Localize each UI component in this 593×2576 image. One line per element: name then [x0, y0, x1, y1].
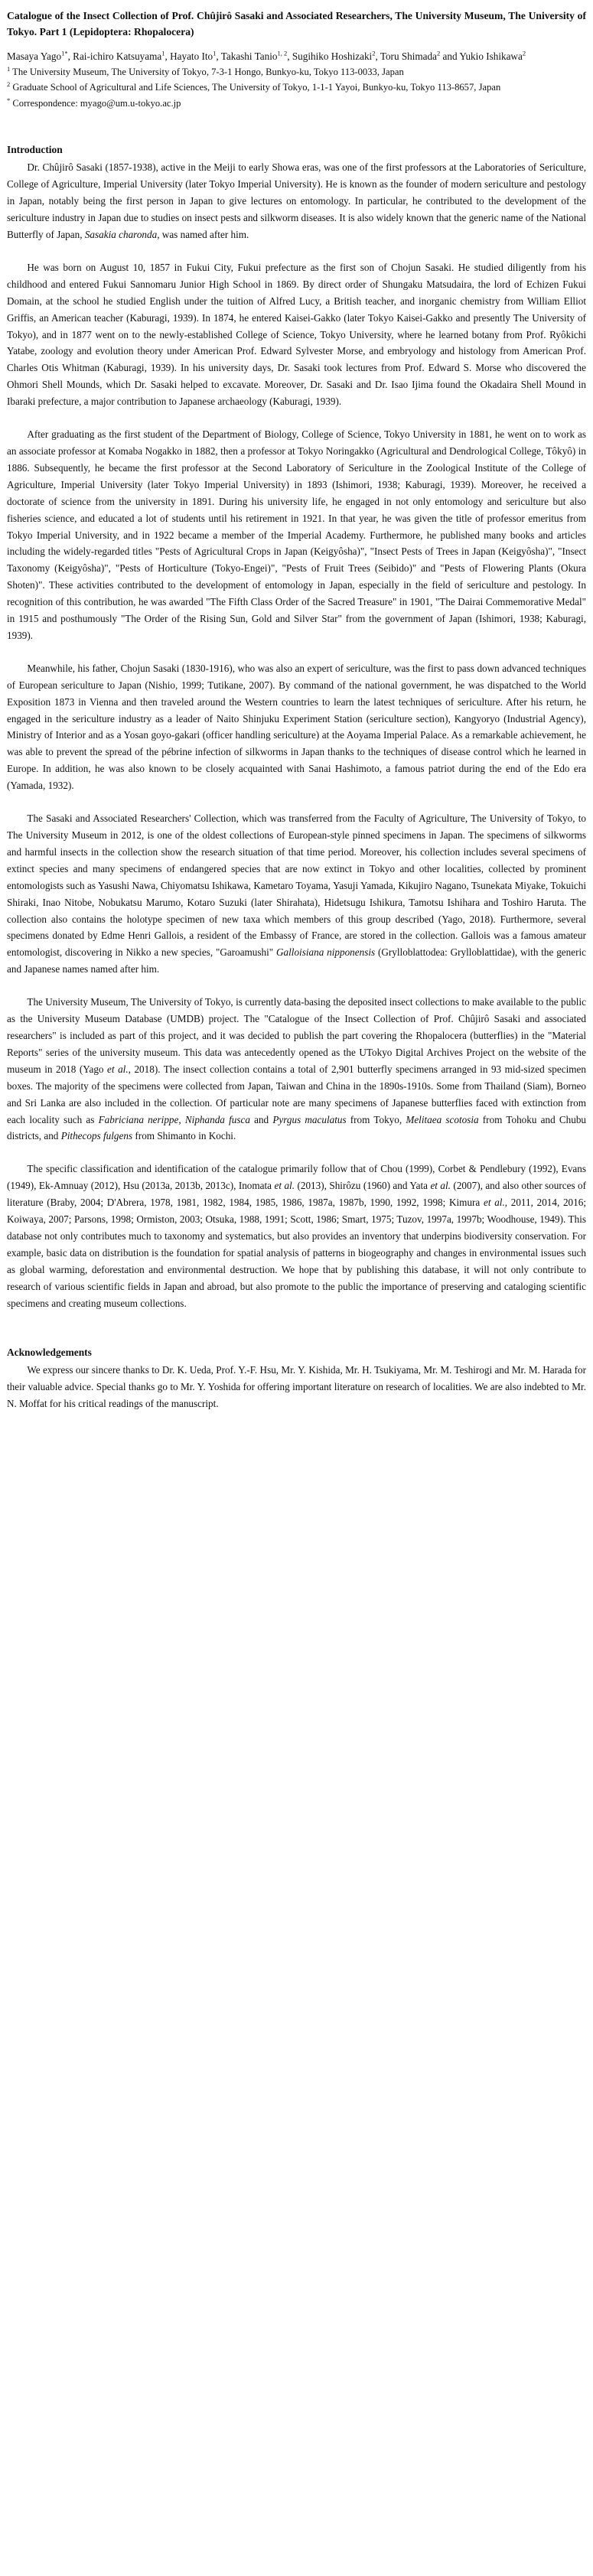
- author-name: Rai-ichiro Katsuyama: [73, 50, 162, 62]
- affiliation: [7, 80, 586, 96]
- author-affiliation-mark: 1: [161, 49, 165, 57]
- paragraph-text: The Sasaki and Associated Researchers' Collection, which was transferred from the Faculty of Agriculture, The University of Tokyo, to The University Museum in 2012, is one of the oldest collections of European-style pinned specimens in Japan. The specimens of silkworms and harmful insects in the collection show the research situation of that time period. Moreover, his collection includes several specimens of extinct species and many specimens of endangered species that are now extinct in Tokyo and other localities, collected by prominent entomologists such as Yasushi Nawa, Chiyomatsu Ishikawa, Kametaro Toyama, Yasuji Yamada, Kikujiro Nagano, Tsunekata Miyake, Tokuichi Shiraki, Inao Nitobe, Nobukatsu Marumo, Kotaro Suzuki (later Shirahata), Hidetsugu Ishikura, Tamotsu Ishihara and Toshiro Haruta. The collection also contains the holotype specimen of new taxa which members of this group described (Yago, 2018). Furthermore, several specimens donated by Edme Henri Gallois, a resident of the Embassy of France, are stored in the collection. Gallois was a famous amateur entomologist, discovering in Nikko a new species, "Garoamushi": [7, 813, 586, 959]
- author-name: Yukio Ishikawa: [459, 50, 523, 62]
- paragraph-text: and: [249, 1113, 273, 1125]
- author-name: Hayato Ito: [170, 50, 213, 62]
- citation-et-al: et al.: [483, 1197, 505, 1209]
- paragraph-text: (2013), Shirôzu (1960) and Yata: [295, 1180, 431, 1192]
- acknowledgements-paragraph: We express our sincere thanks to Dr. K. Ueda, Prof. Y.-F. Hsu, Mr. Y. Kishida, Mr. H. Tsukiyama, Mr. M. Teshirogi and Mr. M. Harada for their valuable advice. Special thanks go to Mr. Y. Yoshida for offering important literature on research of localities. We are also indebted to Mr. N. Moffat for his critical readings of the manuscript.: [7, 1364, 586, 1410]
- author-name: Takashi Tanio: [220, 50, 278, 62]
- author-name: Toru Shimada: [380, 50, 437, 62]
- paragraph-text: (Grylloblattodea: Grylloblattidae), with the generic and Japanese names named after him.: [7, 946, 587, 975]
- introduction-paragraph-7: [7, 1161, 586, 1311]
- introduction-paragraph-6: [7, 994, 586, 1145]
- paragraph-text: The specific classification and identification of the catalogue primarily follow that of Chou (1999), Corbet & Pendlebury (1992), Evans (1949), Ek-Amnuay (2012), Hsu (2013a, 2013b, 2013c), Inomata: [7, 1163, 586, 1192]
- correspondence-mark: *: [7, 96, 11, 104]
- affiliation: [7, 65, 586, 80]
- acknowledgements-heading: Acknowledgements: [7, 1347, 92, 1359]
- paragraph-text: , 2011, 2014, 2016; Koiwaya, 2007; Parsons, 1998; Ormiston, 2003; Otsuka, 1988, 1991; Scott, 1986; Smart, 1975; Tuzov, 1997a, 1997b; Woodhouse, 1949). This database not only contributes much to taxonomy and systematics, but also provides an inventory that underpins biodiversity conservation. For example, basic data on distribution is the foundation for spatial analysis of patterns in biogeography and changes in environmental issues such as global warming, deforestation and environmental destruction. We hope that by publishing this database, it will not only contribute to research of various scientific fields in Japan and abroad, but also promote to the public the importance of preserving and cataloging scientific specimens and creating museum collections.: [7, 1197, 587, 1309]
- author-affiliation-mark: 2: [437, 49, 441, 57]
- correspondence: [7, 96, 586, 112]
- species-name: Galloisiana nipponensis: [276, 946, 376, 959]
- author-affiliation-mark: 1: [213, 49, 217, 57]
- affiliation-text: Graduate School of Agricultural and Life Sciences, The University of Tokyo, 1-1-1 Yayoi, Bunkyo-ku, Tokyo 113-8657, Japan: [12, 81, 501, 93]
- paragraph-text: , 2018). The insect collection contains a total of 2,901 butterfly specimens arranged in 93 mid-sized specimen boxes. The majority of the specimens were collected from Japan, Taiwan and China in the 1890s-1910s. Some from Thailand (Siam), Borneo and Sri Lanka are also included in the collection. Of particular note are many specimens of Japanese butterflies faced with extinction from each locality such as: [7, 1063, 586, 1125]
- affiliation-text: The University Museum, The University of Tokyo, 7-3-1 Hongo, Bunkyo-ku, Tokyo 113-0033, Japan: [12, 67, 404, 77]
- paragraph-text: from Tohoku and Chubu districts, and: [7, 1113, 587, 1142]
- paragraph-text: from Tokyo,: [346, 1113, 406, 1125]
- paragraph-text: from Shimanto in Kochi.: [132, 1130, 236, 1142]
- introduction-heading: Introduction: [7, 144, 63, 156]
- paragraph-text: ,: [178, 1113, 185, 1125]
- species-name: Fabriciana nerippe: [98, 1113, 179, 1125]
- affiliation-mark: 1: [7, 64, 11, 73]
- paragraph-text: Dr. Chûjirô Sasaki (1857-1938), active in the Meiji to early Showa eras, was one of the first professors at the Laboratories of Sericulture, College of Agriculture, Imperial University (later Tokyo Imperial University). He is known as the founder of modern sericulture and pestology in Japan, notably being the first person in Japan to give lectures on entomology. In particular, he contributed to the development of the sericulture industry in Japan due to studies on insect pests and silkworm diseases. It is also widely known that the generic name of the National Butterfly of Japan,: [7, 161, 586, 241]
- author-name: Sugihiko Hoshizaki: [292, 50, 373, 62]
- species-name: Sasakia charonda: [84, 229, 158, 241]
- citation-et-al: et al.: [107, 1063, 129, 1075]
- affiliation-mark: 2: [7, 80, 11, 88]
- species-name: Melitaea scotosia: [406, 1113, 479, 1125]
- introduction-paragraph-5: [7, 810, 586, 978]
- correspondence-text: Correspondence: myago@um.u-tokyo.ac.jp: [12, 97, 181, 109]
- paragraph-text: (2007), and also other sources of literature (Braby, 2004; D'Abrera, 1978, 1981, 1982, 1984, 1985, 1986, 1987a, 1987b, 1990, 1992, 1998; Kimura: [7, 1180, 587, 1209]
- citation-et-al: et al.: [274, 1180, 295, 1192]
- introduction-paragraph-4: Meanwhile, his father, Chojun Sasaki (1830-1916), who was also an expert of sericulture, was the first to pass down advanced techniques of European sericulture to Japan (Nishio, 1999; Tutikane, 2007). By command of the national government, he was dispatched to the World Exposition 1873 in Vienna and then traveled around the Western countries to learn the latest techniques of sericulture. After his return, he engaged in the sericulture industry as a leader of Naito Shinjuku Experiment Station (sericulture section), Kangyoryo (Industrial Agency), Ministry of Interior and as a Yosan goyo-gakari (officer handling sericulture) at the Aoyama Imperial Palace. As a remarkable achievement, he was able to prevent the spread of the pébrine infection of silkworms in Japan thanks to the techniques of disease control which he learned in Europe. In addition, he was also known to be closely acquainted with Sanai Hashimoto, a famous patriot during the end of the Edo era (Yamada, 1932).: [7, 662, 586, 792]
- author-affiliation-mark: 2: [522, 49, 526, 57]
- paper-title: Catalogue of the Insect Collection of Prof. Chûjirô Sasaki and Associated Researchers, The University Museum, The University of Tokyo. Part 1 (Lepidoptera: Rhopalocera): [7, 10, 586, 37]
- author-affiliation-mark: 2: [372, 49, 376, 57]
- author-name: Masaya Yago: [7, 50, 62, 62]
- author-list: Masaya Yago$^{1*}$, Rai-ichiro Katsuyama$^1$, Hayato Ito$^1$, Takashi Tanio$^{1, 2}$, Sugihiko Hoshizaki$^2$, Toru Shimada$^2$ and Yukio Ishikawa$^2$: [7, 49, 526, 62]
- author-affiliation-mark: 1, 2: [277, 49, 288, 57]
- species-name: Pyrgus maculatus: [272, 1113, 347, 1125]
- introduction-paragraph-1: [7, 159, 586, 243]
- paragraph-text: The University Museum, The University of Tokyo, is currently data-basing the deposited insect collections to make available to the public as the University Museum Database (UMDB) project. The "Catalogue of the Insect Collection of Prof. Chûjirô Sasaki and associated researchers" is included as part of this project, and it was decided to publish the part covering the Rhopalocera (butterflies) in the "Material Reports" series of the university museum. This data was antecedently opened as the UTokyo Digital Archives Project on the website of the museum in 2018 (Yago: [7, 996, 586, 1075]
- author-conjunction: and: [442, 50, 458, 62]
- paragraph-text: , was named after him.: [157, 229, 249, 241]
- species-name: Niphanda fusca: [184, 1113, 250, 1125]
- species-name: Pithecops fulgens: [60, 1130, 133, 1142]
- author-affiliation-mark: 1*: [61, 49, 68, 57]
- citation-et-al: et al.: [430, 1180, 451, 1192]
- introduction-paragraph-2: He was born on August 10, 1857 in Fukui City, Fukui prefecture as the first son of Chojun Sasaki. He studied diligently from his childhood and entered Fukui Sannomaru Junior High School in 1869. By direct order of Shungaku Matsudaira, the lord of Echizen Fukui Domain, at the school he studied English under the tuition of Alfred Lucy, a British teacher, and inorganic chemistry from William Elliot Griffis, an American teacher (Kaburagi, 1939). In 1874, he entered Kaisei-Gakko (later Tokyo Kaisei-Gakko and presently The University of Tokyo), and in 1877 went on to the newly-established College of Science, Tokyo University, where he learned botany from Prof. Ryôkichi Yatabe, zoology and evolution theory under American Prof. Edward Sylvester Morse, and embryology and histology from American Prof. Charles Otis Whitman (Kaburagi, 1939). In his university days, Dr. Sasaki took lectures from Prof. Edward S. Morse who discovered the Ohmori Shell Mounds, which Dr. Sasaki helped to excavate. Moreover, Dr. Sasaki and Dr. Isao Ijima found the Okadaira Shell Mound in Ibaraki prefecture, a major contribution to Japanese archaeology (Kaburagi, 1939).: [7, 261, 586, 408]
- introduction-paragraph-3: After graduating as the first student of the Department of Biology, College of Science, Tokyo University in 1881, he went on to work as an associate professor at Komaba Nogakko in 1882, then a professor at Tokyo Noringakko (Agricultural and Dendrological College, Tôkyô) in 1886. Subsequently, he became the first professor at the Second Laboratory of Sericulture in the Zoological Institute of the College of Agriculture, Imperial University (later Tokyo Imperial University) in 1893 (Ishimori, 1938; Kaburagi, 1939). Moreover, he received a doctorate of science from the university in 1891. During his university life, he engaged in not only entomology and sericulture but also fisheries science, and educated a lot of students until his retirement in 1921. In that year, he was given the title of professor emeritus from Tokyo Imperial University, and in 1922 became a member of the Imperial Academy. Furthermore, he published many books and articles including the widely-regarded titles "Pests of Agricultural Crops in Japan (Keigyôsha)", "Insect Pests of Trees in Japan (Keigyôsha)", "Insect Taxonomy (Keigyôsha)", "Pests of Horticulture (Tokyo-Engei)", "Pests of Fruit Trees (Seibido)" and "Pests of Flowering Plants (Okura Shoten)". These activities contributed to the development of entomology in Japan, especially in the field of sericulture and pestology. In recognition of this contribution, he was awarded "The Fifth Class Order of the Sacred Treasure" in 1901, "The Dairai Commemorative Medal" in 1915 and posthumously "The Order of the Rising Sun, Gold and Silver Star" from the government of Japan (Ishimori, 1938; Kaburagi, 1939).: [7, 428, 586, 641]
